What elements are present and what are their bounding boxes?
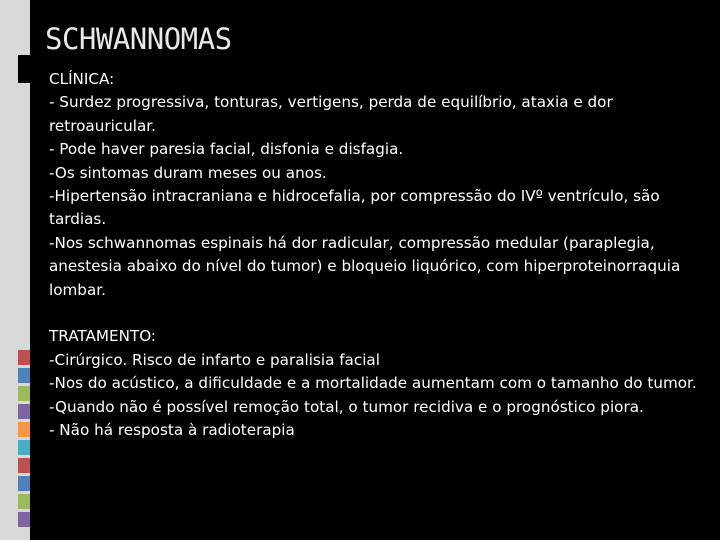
clinica-line: -Nos schwannomas espinais há dor radicular, compressão medular (paraplegia, anestesia abaixo do nível do tumor) e bloqueio liquórico, com hiperproteinorraquia lombar.: [49, 233, 681, 299]
title-accent-block: [18, 55, 30, 83]
clinica-heading: CLÍNICA:: [49, 70, 115, 88]
slide-body: [49, 68, 699, 442]
tratamento-line: -Nos do acústico, a dificuldade e a mortalidade aumentam com o tamanho do tumor.: [49, 374, 697, 393]
tratamento-heading: TRATAMENTO:: [49, 327, 157, 346]
decor-stripe: [18, 386, 30, 401]
decor-stripe: [18, 368, 30, 383]
decor-stripe: [18, 494, 30, 509]
clinica-line: - Pode haver paresia facial, disfonia e disfagia.: [49, 140, 404, 159]
decor-stripe: [18, 458, 30, 473]
decorative-color-stack: [18, 350, 30, 530]
decor-stripe: [18, 512, 30, 527]
tratamento-line: -Cirúrgico. Risco de infarto e paralisia facial: [49, 350, 380, 369]
slide-title: SCHWANNOMAS: [45, 22, 232, 56]
clinica-line: -Hipertensão intracraniana e hidrocefalia, por compressão do IVº ventrículo, são tardias.: [49, 187, 660, 229]
decor-stripe: [18, 404, 30, 419]
section-spacer: [49, 302, 699, 325]
tratamento-line: - Não há resposta à radioterapia: [49, 421, 295, 440]
tratamento-line: -Quando não é possível remoção total, o tumor recidiva e o prognóstico piora.: [49, 397, 644, 416]
decor-stripe: [18, 350, 30, 365]
decor-stripe: [18, 422, 30, 437]
decor-stripe: [18, 440, 30, 455]
decor-stripe: [18, 476, 30, 491]
clinica-line: - Surdez progressiva, tonturas, vertigens, perda de equilíbrio, ataxia e dor retroauricular.: [49, 93, 613, 135]
clinica-line: -Os sintomas duram meses ou anos.: [49, 163, 327, 182]
